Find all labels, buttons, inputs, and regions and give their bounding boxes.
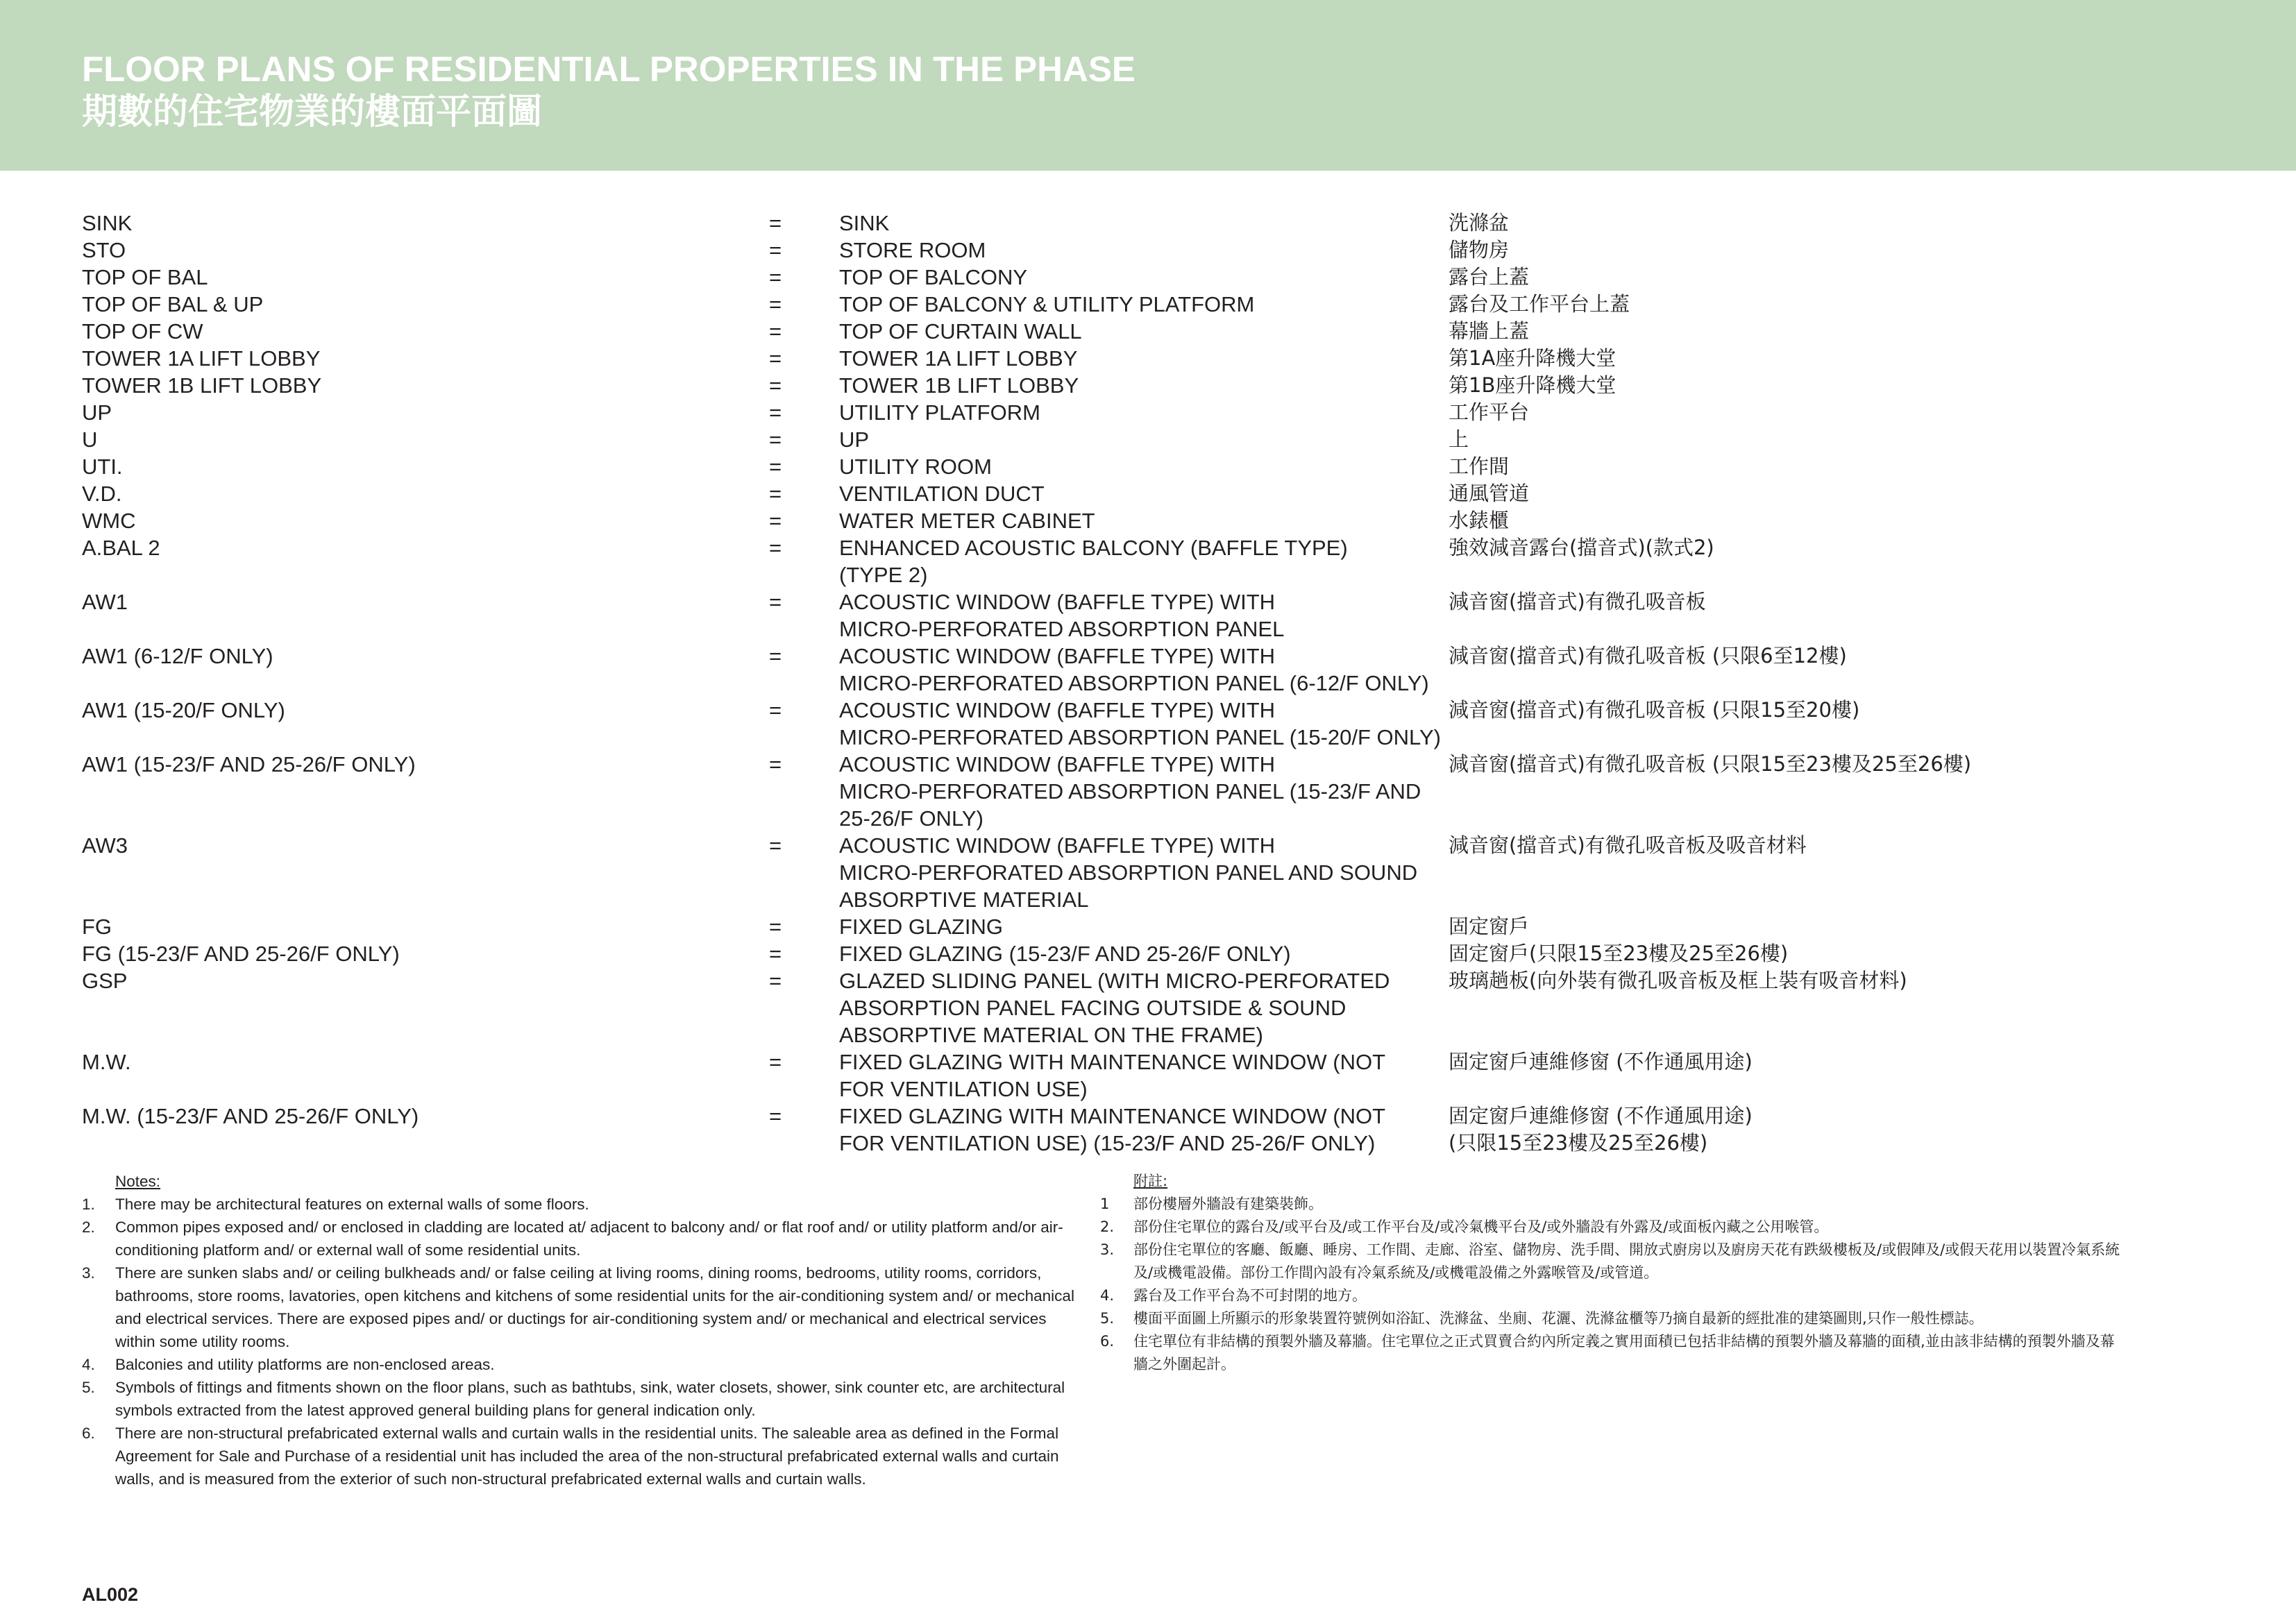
legend-row bbox=[0, 345, 2296, 372]
legend-equals: = bbox=[769, 319, 782, 343]
note-text: Common pipes exposed and/ or enclosed in cladding are located at/ adjacent to balcony and/ or flat roof and/ or utility platform and/or air-conditioning platform and/ or external wall of some residential units. bbox=[115, 1218, 1063, 1259]
note-text: 部份住宅單位的露台及/或平台及/或工作平台及/或冷氣機平台及/或外牆設有外露及/或面板內藏之公用喉管。 bbox=[1133, 1218, 1829, 1235]
legend-description-zh: 露台上蓋 bbox=[1449, 265, 1530, 289]
legend-description-zh: 洗滌盆 bbox=[1449, 211, 1510, 235]
legend-equals: = bbox=[769, 942, 782, 966]
legend-equals: = bbox=[769, 1050, 782, 1074]
note-item bbox=[82, 1193, 1081, 1216]
legend-abbreviation: AW1 (15-23/F AND 25-26/F ONLY) bbox=[82, 752, 416, 776]
legend-description-en: UTILITY ROOM bbox=[839, 454, 992, 479]
legend-description-en: TOWER 1B LIFT LOBBY bbox=[839, 373, 1079, 398]
note-number: 5. bbox=[1100, 1310, 1115, 1327]
legend-row bbox=[0, 453, 2296, 480]
legend-description-en: GLAZED SLIDING PANEL (WITH MICRO-PERFORATED ABSORPTION PANEL FACING OUTSIDE & SOUND ABSORPTIVE MATERIAL ON THE FRAME) bbox=[839, 969, 1390, 1047]
legend-row bbox=[0, 264, 2296, 291]
legend-description-zh: 露台及工作平台上蓋 bbox=[1449, 292, 1630, 316]
note-text: Symbols of fittings and fitments shown on the floor plans, such as bathtubs, sink, water closets, shower, sink counter etc, are architectural symbols extracted from the latest approved general building plans for general indication only. bbox=[115, 1379, 1065, 1419]
note-item bbox=[82, 1216, 1081, 1261]
legend-equals: = bbox=[769, 752, 782, 776]
legend-description-en: FIXED GLAZING WITH MAINTENANCE WINDOW (NOT FOR VENTILATION USE) bbox=[839, 1050, 1386, 1101]
notes-heading-en: Notes: bbox=[115, 1173, 161, 1190]
note-item bbox=[1100, 1284, 2120, 1307]
legend-equals: = bbox=[769, 427, 782, 452]
legend-equals: = bbox=[769, 211, 782, 235]
legend-description-en: FIXED GLAZING (15-23/F AND 25-26/F ONLY) bbox=[839, 942, 1291, 966]
legend-row bbox=[0, 372, 2296, 399]
legend-description-en: ACOUSTIC WINDOW (BAFFLE TYPE) WITH MICRO-PERFORATED ABSORPTION PANEL (6-12/F ONLY) bbox=[839, 644, 1429, 695]
legend-description-zh: 減音窗(擋音式)有微孔吸音板 (只限15至23樓及25至26樓) bbox=[1449, 752, 1972, 776]
note-item bbox=[82, 1353, 1081, 1376]
note-item bbox=[1100, 1193, 2120, 1216]
legend-row bbox=[0, 913, 2296, 940]
legend-abbreviation: TOP OF CW bbox=[82, 319, 203, 343]
note-number: 5. bbox=[82, 1379, 95, 1396]
legend-equals: = bbox=[769, 346, 782, 371]
legend-abbreviation: WMC bbox=[82, 509, 136, 533]
note-text: 部份樓層外牆設有建築裝飾。 bbox=[1133, 1196, 1323, 1212]
note-number: 4. bbox=[1100, 1287, 1115, 1304]
legend-equals: = bbox=[769, 698, 782, 722]
note-text: There are non-structural prefabricated external walls and curtain walls in the residential units. The saleable area as defined in the Formal Agreement for Sale and Purchase of a residential unit has included the area of the non-structural prefabricated external walls and curtain walls, and is measured from the exterior of such non-structural prefabricated external walls and curtain walls. bbox=[115, 1425, 1059, 1488]
legend-row bbox=[0, 534, 2296, 588]
legend-abbreviation: TOP OF BAL bbox=[82, 265, 208, 289]
legend-description-zh: 固定窗戶連維修窗 (不作通風用途) bbox=[1449, 1050, 1753, 1073]
note-number: 6. bbox=[82, 1425, 95, 1442]
legend-equals: = bbox=[769, 969, 782, 993]
legend-equals: = bbox=[769, 292, 782, 316]
note-item bbox=[1100, 1216, 2120, 1239]
legend-abbreviation: UTI. bbox=[82, 454, 123, 479]
legend-description-zh: 上 bbox=[1449, 427, 1469, 451]
legend-description-zh: 工作平台 bbox=[1449, 400, 1530, 424]
legend-description-en: ACOUSTIC WINDOW (BAFFLE TYPE) WITH MICRO-PERFORATED ABSORPTION PANEL bbox=[839, 590, 1285, 641]
legend-abbreviation: TOWER 1B LIFT LOBBY bbox=[82, 373, 322, 398]
legend-description-zh: 玻璃趟板(向外裝有微孔吸音板及框上裝有吸音材料) bbox=[1449, 969, 1907, 992]
legend-abbreviation: AW1 (15-20/F ONLY) bbox=[82, 698, 285, 722]
notes-list-zh bbox=[1100, 1193, 2120, 1376]
note-text: 住宅單位有非結構的預製外牆及幕牆。住宅單位之正式買賣合約內所定義之實用面積已包括非結構的預製外牆及幕牆的面積,並由該非結構的預製外牆及幕牆之外圍起計。 bbox=[1133, 1333, 2115, 1373]
note-text: There may be architectural features on external walls of some floors. bbox=[115, 1196, 589, 1213]
legend-description-zh: 固定窗戶 bbox=[1449, 915, 1530, 938]
legend-row bbox=[0, 1048, 2296, 1103]
legend-row bbox=[0, 399, 2296, 426]
legend-description-en: TOP OF CURTAIN WALL bbox=[839, 319, 1082, 343]
legend-abbreviation: AW1 (6-12/F ONLY) bbox=[82, 644, 273, 668]
legend-abbreviation: UP bbox=[82, 400, 112, 425]
legend-equals: = bbox=[769, 373, 782, 398]
legend-row bbox=[0, 643, 2296, 697]
legend-description-en: TOP OF BALCONY & UTILITY PLATFORM bbox=[839, 292, 1255, 316]
legend-equals: = bbox=[769, 400, 782, 425]
page-title-en: FLOOR PLANS OF RESIDENTIAL PROPERTIES IN THE PHASE bbox=[82, 49, 1136, 89]
legend-description-en: UP bbox=[839, 427, 870, 452]
note-number: 6. bbox=[1100, 1333, 1115, 1350]
legend-description-en: STORE ROOM bbox=[839, 238, 986, 262]
legend-equals: = bbox=[769, 482, 782, 506]
legend-equals: = bbox=[769, 590, 782, 614]
legend-description-en: TOP OF BALCONY bbox=[839, 265, 1028, 289]
note-number: 1. bbox=[82, 1196, 95, 1213]
legend-description-en: ACOUSTIC WINDOW (BAFFLE TYPE) WITH MICRO-PERFORATED ABSORPTION PANEL (15-23/F AND 25-26/F ONLY) bbox=[839, 752, 1421, 831]
legend-abbreviation: FG bbox=[82, 915, 112, 939]
legend-abbreviation: SINK bbox=[82, 211, 133, 235]
notes-list-en bbox=[82, 1193, 1081, 1490]
legend-description-zh: 固定窗戶連維修窗 (不作通風用途) (只限15至23樓及25至26樓) bbox=[1449, 1104, 1753, 1155]
legend-abbreviation: FG (15-23/F AND 25-26/F ONLY) bbox=[82, 942, 400, 966]
legend-abbreviation: M.W. bbox=[82, 1050, 131, 1074]
legend-description-zh: 減音窗(擋音式)有微孔吸音板及吸音材料 bbox=[1449, 833, 1807, 857]
legend-abbreviation: AW3 bbox=[82, 833, 128, 858]
legend-description-zh: 強效減音露台(擋音式)(款式2) bbox=[1449, 536, 1714, 559]
legend-description-zh: 工作間 bbox=[1449, 454, 1510, 478]
legend-description-en: TOWER 1A LIFT LOBBY bbox=[839, 346, 1078, 371]
note-text: Balconies and utility platforms are non-enclosed areas. bbox=[115, 1356, 495, 1373]
note-text: 樓面平面圖上所顯示的形象裝置符號例如浴缸、洗滌盆、坐廁、花灑、洗滌盆櫃等乃摘自最新的經批准的建築圖則,只作一般性標誌。 bbox=[1133, 1310, 1984, 1327]
note-item bbox=[1100, 1307, 2120, 1330]
note-number: 3. bbox=[82, 1264, 95, 1282]
legend-row bbox=[0, 507, 2296, 534]
page-title-zh: 期數的住宅物業的樓面平面圖 bbox=[82, 92, 543, 131]
legend-description-en: ACOUSTIC WINDOW (BAFFLE TYPE) WITH MICRO-PERFORATED ABSORPTION PANEL AND SOUND ABSORPTIVE MATERIAL bbox=[839, 833, 1418, 912]
legend-description-en: ENHANCED ACOUSTIC BALCONY (BAFFLE TYPE) (TYPE 2) bbox=[839, 536, 1348, 587]
legend-description-en: SINK bbox=[839, 211, 890, 235]
legend-row bbox=[0, 940, 2296, 967]
legend-description-zh: 水錶櫃 bbox=[1449, 509, 1510, 532]
note-item bbox=[1100, 1239, 2120, 1284]
legend-row bbox=[0, 318, 2296, 345]
note-item bbox=[82, 1376, 1081, 1422]
legend-row bbox=[0, 480, 2296, 507]
legend-row bbox=[0, 967, 2296, 1048]
note-item bbox=[82, 1422, 1081, 1490]
notes-en bbox=[82, 1170, 1081, 1490]
legend-row bbox=[0, 751, 2296, 832]
note-item bbox=[82, 1261, 1081, 1353]
note-number: 3. bbox=[1100, 1241, 1115, 1258]
legend-equals: = bbox=[769, 833, 782, 858]
legend-equals: = bbox=[769, 238, 782, 262]
legend-description-zh: 減音窗(擋音式)有微孔吸音板 (只限6至12樓) bbox=[1449, 644, 1847, 668]
legend-description-en: UTILITY PLATFORM bbox=[839, 400, 1040, 425]
legend-row bbox=[0, 426, 2296, 453]
legend-equals: = bbox=[769, 1104, 782, 1128]
legend-description-en: ACOUSTIC WINDOW (BAFFLE TYPE) WITH MICRO-PERFORATED ABSORPTION PANEL (15-20/F ONLY) bbox=[839, 698, 1442, 749]
legend-row bbox=[0, 291, 2296, 318]
legend-abbreviation: STO bbox=[82, 238, 126, 262]
legend-abbreviation: V.D. bbox=[82, 482, 122, 506]
note-text: There are sunken slabs and/ or ceiling bulkheads and/ or false ceiling at living rooms, dining rooms, bedrooms, utility rooms, corridors, bathrooms, store rooms, lavatories, open kitchens and kitchens of some residential units for the air-conditioning system and/ or mechanical and electrical services. There are exposed pipes and/ or ductings for air-conditioning system and/ or mechanical and electrical services within some utility rooms. bbox=[115, 1264, 1074, 1350]
legend-equals: = bbox=[769, 644, 782, 668]
legend-row bbox=[0, 210, 2296, 237]
legend-abbreviation: U bbox=[82, 427, 98, 452]
legend-equals: = bbox=[769, 454, 782, 479]
legend-abbreviation: A.BAL 2 bbox=[82, 536, 160, 560]
notes-heading-zh: 附註: bbox=[1133, 1173, 1168, 1189]
legend-description-zh: 第1A座升降機大堂 bbox=[1449, 346, 1617, 370]
note-text: 露台及工作平台為不可封閉的地方。 bbox=[1133, 1287, 1367, 1304]
legend-equals: = bbox=[769, 265, 782, 289]
legend-description-zh: 通風管道 bbox=[1449, 482, 1530, 505]
note-number: 1 bbox=[1100, 1196, 1110, 1212]
legend-description-zh: 幕牆上蓋 bbox=[1449, 319, 1530, 343]
legend-row bbox=[0, 1103, 2296, 1157]
legend-row bbox=[0, 832, 2296, 913]
legend-abbreviation: TOP OF BAL & UP bbox=[82, 292, 264, 316]
legend-row bbox=[0, 697, 2296, 751]
legend-equals: = bbox=[769, 915, 782, 939]
note-number: 4. bbox=[82, 1356, 95, 1373]
legend-description-en: WATER METER CABINET bbox=[839, 509, 1095, 533]
note-text: 部份住宅單位的客廳、飯廳、睡房、工作間、走廊、浴室、儲物房、洗手間、開放式廚房以及廚房天花有跌級樓板及/或假陣及/或假天花用以裝置冷氣系統及/或機電設備。部份工作間內設有冷氣系統及/或機電設備之外露喉管及/或管道。 bbox=[1133, 1241, 2120, 1281]
note-item bbox=[1100, 1330, 2120, 1376]
legend-equals: = bbox=[769, 509, 782, 533]
legend-abbreviation: M.W. (15-23/F AND 25-26/F ONLY) bbox=[82, 1104, 419, 1128]
note-number: 2. bbox=[82, 1218, 95, 1236]
legend-abbreviation: TOWER 1A LIFT LOBBY bbox=[82, 346, 321, 371]
legend-abbreviation: GSP bbox=[82, 969, 128, 993]
legend-description-en: FIXED GLAZING WITH MAINTENANCE WINDOW (NOT FOR VENTILATION USE) (15-23/F AND 25-26/F ONLY) bbox=[839, 1104, 1386, 1155]
legend-description-zh: 儲物房 bbox=[1449, 238, 1510, 262]
legend-row bbox=[0, 588, 2296, 643]
notes-zh bbox=[1100, 1170, 2120, 1376]
legend-description-en: VENTILATION DUCT bbox=[839, 482, 1045, 506]
page-code: AL002 bbox=[82, 1584, 139, 1605]
legend-description-zh: 固定窗戶(只限15至23樓及25至26樓) bbox=[1449, 942, 1789, 965]
header-banner bbox=[0, 0, 2296, 171]
legend-description-en: FIXED GLAZING bbox=[839, 915, 1003, 939]
legend-description-zh: 減音窗(擋音式)有微孔吸音板 bbox=[1449, 590, 1706, 613]
legend-row bbox=[0, 237, 2296, 264]
legend-equals: = bbox=[769, 536, 782, 560]
legend-description-zh: 第1B座升降機大堂 bbox=[1449, 373, 1617, 397]
legend-abbreviation: AW1 bbox=[82, 590, 128, 614]
legend-description-zh: 減音窗(擋音式)有微孔吸音板 (只限15至20樓) bbox=[1449, 698, 1860, 722]
note-number: 2. bbox=[1100, 1218, 1115, 1235]
abbreviation-legend bbox=[0, 210, 2296, 1157]
